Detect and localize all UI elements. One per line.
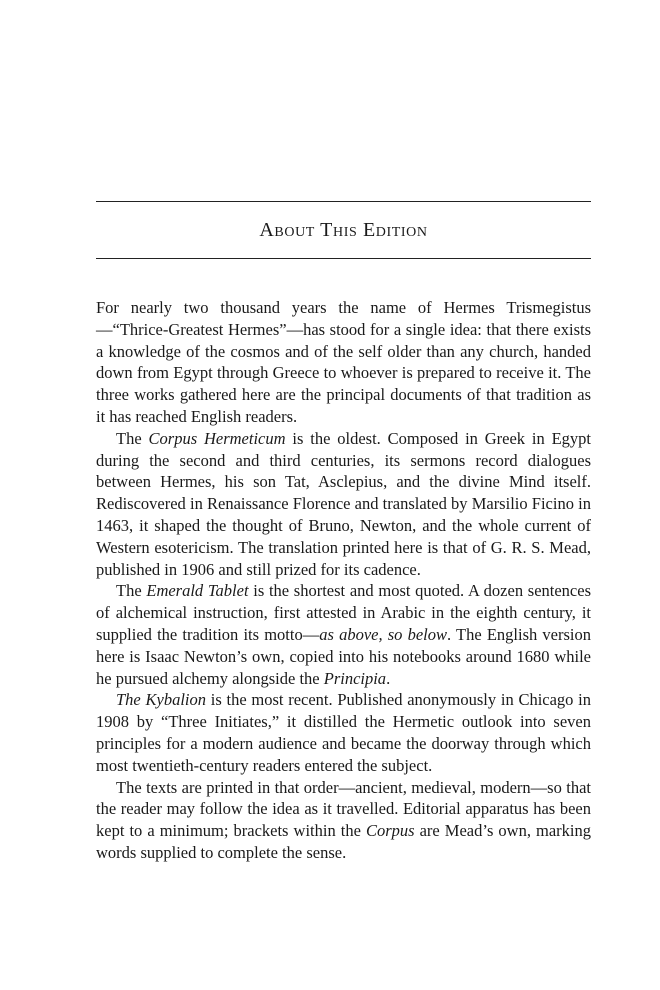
title-emerald-tablet: Emerald Tablet — [146, 581, 249, 601]
paragraph-corpus — [96, 428, 591, 581]
title-kybalion: The Kybalion — [116, 690, 206, 710]
section-heading: About This Edition — [259, 219, 428, 241]
title-principia: Principia — [323, 668, 387, 688]
paragraph-text: is the shortest and most quoted. A dozen sentences of alchemical instruction, first attested in Arabic in the eighth century, it supplied the tradition its motto— — [96, 581, 591, 644]
paragraph-emerald-tablet — [96, 580, 591, 689]
body-text — [96, 297, 591, 864]
paragraph-text: . — [386, 668, 391, 688]
paragraph-order — [96, 777, 591, 864]
paragraph-kybalion — [96, 689, 591, 776]
heading-rule-bottom — [96, 258, 591, 259]
motto-phrase: as above, so below — [319, 624, 448, 644]
paragraph-text: is the most recent. Published anonymously in Chicago in 1908 by “Three Initiates,” it distilled the Hermetic outlook into seven principles for a modern audience and became the doorway through which most twentieth-century readers entered the subject. — [96, 690, 592, 775]
paragraph-text: . The English version here is Isaac Newton’s own, copied into his notebooks around 1680 while he pursued alchemy alongside the — [96, 624, 591, 688]
paragraph-text: The texts are printed in that order—ancient, medieval, modern—so that the reader may follow the idea as it travelled. Editorial apparatus has been kept to a minimum; brackets within the — [96, 777, 591, 841]
paragraph-text: is the oldest. Composed in Greek in Egypt during the second and third centuries, its sermons record dialogues between Hermes, his son Tat, Asclepius, and the divine Mind itself. Rediscovered in Renaissance Florence and translated by Marsilio Ficino in 1463, it shaped the thought of Bruno, Newton, and the whole current of Western esotericism. The translation printed here is that of G. R. S. Mead, published in 1906 and still prized for its cadence. — [96, 428, 592, 579]
paragraph-text: are Mead’s own, marking words supplied to complete the sense. — [96, 821, 591, 862]
title-corpus: Corpus — [365, 821, 415, 841]
paragraph-text: For nearly two thousand years the name of Hermes Trismegistus—“Thrice-Greatest Hermes”—has stood for a single idea: that there exists a knowledge of the cosmos and of the self older than any church, handed down from Egypt through Greece to whoever is prepared to receive it. The three works gathered here are the principal documents of that tradition as it has reached English readers. — [96, 298, 591, 426]
paragraph-text: The — [116, 581, 147, 601]
heading-rule-top — [96, 201, 591, 202]
title-corpus-hermeticum: Corpus Hermeticum — [148, 428, 286, 448]
paragraph-text: The — [116, 428, 149, 448]
paragraph-intro — [96, 297, 591, 428]
